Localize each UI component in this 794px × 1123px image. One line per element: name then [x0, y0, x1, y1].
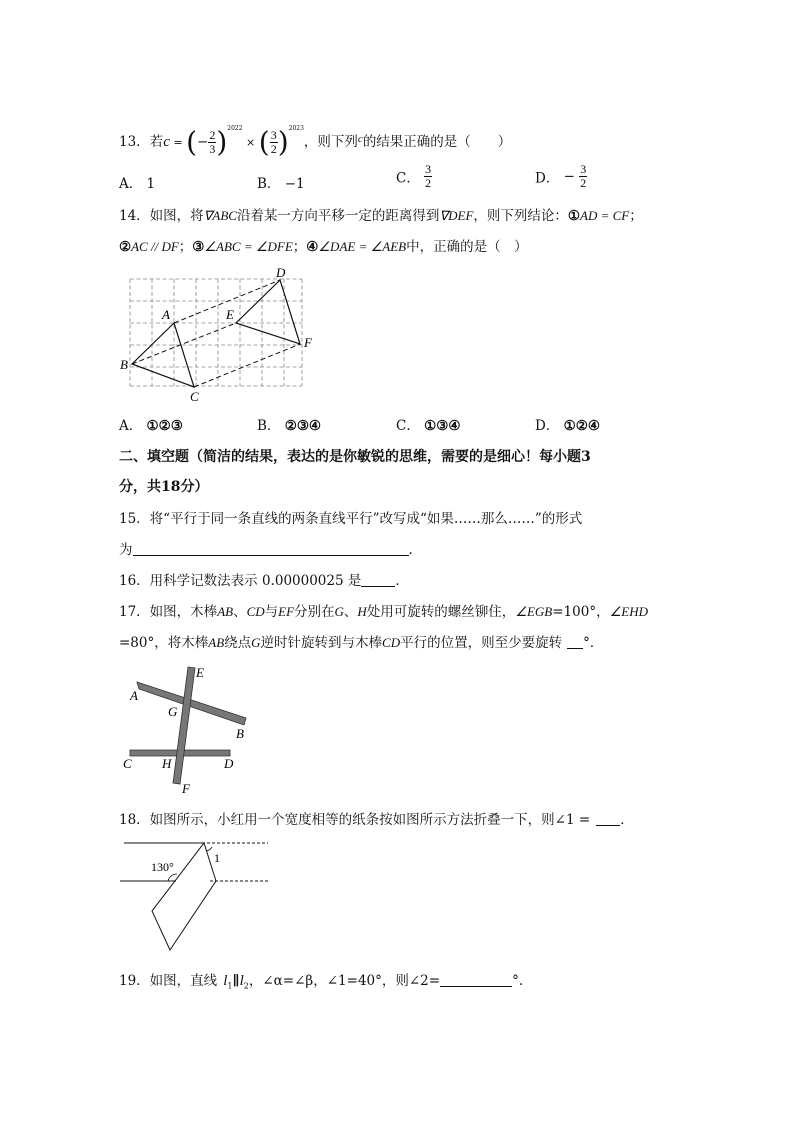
- q17-answer-blank[interactable]: [567, 634, 583, 649]
- q19-text-c: °.: [512, 973, 524, 989]
- q19-text-b: ，∠α=∠β，∠1=40°，则∠2=: [248, 973, 441, 989]
- q17-cd2: CD: [382, 635, 401, 650]
- q15-line1: 15．将“平行于同一条直线的两条直线平行”改写成“如果……那么……”的形式: [119, 511, 583, 527]
- q13-paren1: (: [186, 125, 198, 159]
- q16-answer-blank[interactable]: [361, 572, 395, 587]
- label-e: E: [226, 307, 234, 322]
- q13-eq: =: [169, 136, 187, 149]
- q14-c4-mark: ④: [306, 239, 319, 255]
- q17-ab2: AB: [208, 635, 225, 650]
- q14-text-b: 沿着某一方向平移一定的距离得到: [236, 208, 440, 224]
- q13-option-d-frac: $\frac{3}{2}$: [580, 162, 587, 190]
- q17-egb: ∠EGB: [515, 604, 553, 619]
- q13-frac1: $\frac{2}{3}$: [209, 128, 216, 156]
- q17-sep1: 、: [233, 604, 247, 620]
- q14-tri1: ∇ABC: [203, 208, 237, 223]
- q15-line2: [119, 540, 413, 560]
- angle-130-label: 130°: [151, 860, 174, 874]
- q14-line2: [119, 237, 528, 257]
- q17-label-f: F: [182, 781, 190, 796]
- stick-ef: [173, 667, 195, 784]
- triangle-def: [236, 280, 300, 344]
- q17-text-g: 平行的位置，则至少要旋转: [400, 635, 563, 651]
- q17-egb-val: =100°，: [552, 604, 610, 620]
- q14-triangles: [132, 280, 300, 387]
- q17-figure: [118, 662, 258, 797]
- label-c: C: [190, 389, 199, 404]
- q13-times: ×: [242, 136, 259, 149]
- q14-option-c: C． ①③④: [396, 418, 461, 434]
- q17-cd: CD: [246, 604, 265, 619]
- label-f: F: [304, 335, 312, 350]
- q17-line2: [119, 633, 603, 653]
- q14-c4: ∠DAE = ∠AEB: [318, 239, 407, 254]
- q17-label-g: G: [168, 704, 178, 719]
- q13-option-a: A． 1: [119, 176, 156, 192]
- q18-answer-blank[interactable]: [596, 811, 620, 826]
- triangle-abc: [132, 323, 194, 387]
- q14-c1: AD = CF: [580, 208, 630, 223]
- q19-answer-blank[interactable]: [440, 972, 512, 987]
- q14-semi1: ；: [629, 208, 643, 224]
- q14-semi3: ；: [292, 239, 307, 255]
- q13-minus: −: [197, 134, 209, 150]
- q17-label-c: C: [123, 756, 132, 771]
- q13-option-c: C． $\frac{3}{2}$: [396, 162, 432, 190]
- q17-g2: G: [251, 635, 261, 650]
- q16-line: [119, 571, 409, 591]
- q14-c2: AC // DF: [131, 239, 179, 254]
- q13-paren2: (: [258, 125, 270, 159]
- q19-line: [119, 971, 523, 997]
- q13-frac2: $\frac{3}{2}$: [270, 128, 277, 156]
- q17-ehd: ∠EHD: [609, 604, 648, 619]
- q17-text-e: 绕点: [224, 635, 252, 651]
- q13-option-c-frac: $\frac{3}{2}$: [425, 162, 432, 190]
- q14-semi2: ；: [178, 239, 193, 255]
- q17-sep2: 与: [264, 604, 279, 620]
- q14-line1: [119, 206, 643, 226]
- angle-1-label: 1: [214, 851, 220, 865]
- q14-tri2: ∇DEF: [439, 208, 474, 223]
- q13-exp1: 2022: [227, 125, 243, 132]
- q17-label-h: H: [162, 756, 172, 771]
- q14-option-a: A． ①②③: [119, 418, 183, 434]
- q13-option-b: B． −1: [257, 176, 305, 192]
- label-a: A: [162, 307, 170, 322]
- q17-label-d: D: [224, 756, 234, 771]
- q14-option-b: B． ②③④: [257, 418, 322, 434]
- q13-option-d: D． − $\frac{3}{2}$: [535, 162, 587, 190]
- q13-stem: [119, 116, 512, 159]
- label-b: B: [120, 357, 128, 372]
- q15-text-b: .: [408, 542, 413, 558]
- q13-paren2-close: ): [277, 125, 289, 159]
- q17-line1: [119, 602, 648, 622]
- q14-figure: [118, 264, 318, 404]
- q19-l2-sub: 2: [243, 981, 249, 991]
- angle-1-arc: [206, 847, 212, 851]
- q13-exp2: 2023: [288, 125, 304, 132]
- section2-heading-line2: 分，共18分）: [119, 479, 209, 495]
- q17-h: H: [357, 604, 367, 619]
- section2-heading-line1: 二、填空题（简洁的结果，表达的是你敏锐的思维，需要的是细心！每小题3: [119, 449, 591, 465]
- q17-ef: EF: [278, 604, 295, 619]
- q15-text-a: 为: [119, 542, 133, 558]
- q17-g: G: [334, 604, 344, 619]
- q17-ab: AB: [217, 604, 234, 619]
- q17-label-b: B: [236, 726, 244, 741]
- q14-grid: [130, 279, 302, 386]
- label-d: D: [276, 265, 286, 280]
- q17-label-a: A: [130, 688, 138, 703]
- q15-answer-blank[interactable]: [133, 541, 409, 556]
- q13-c: c: [163, 134, 170, 150]
- q14-option-d: D． ①②④: [535, 418, 600, 434]
- q19-text-a: 19．如图，直线: [119, 973, 218, 989]
- q16-text-a: 16．用科学记数法表示 0.00000025 是: [119, 573, 362, 589]
- q17-text-a: 17．如图，木棒: [119, 604, 218, 620]
- q19-l2: l: [239, 973, 244, 989]
- q13-tail-a: ，则下列: [303, 134, 358, 150]
- q14-text-c: ，则下列结论：: [473, 208, 568, 224]
- q17-sep3: 、: [343, 604, 358, 620]
- q19-l1: l: [223, 973, 228, 989]
- q13-tail-c: c: [357, 133, 363, 145]
- q13-paren1-close: ): [216, 125, 228, 159]
- q19-par: ∥: [232, 973, 240, 989]
- q19-l1-sub: 1: [227, 981, 233, 991]
- q17-text-c: 处用可旋转的螺丝铆住，: [366, 604, 516, 620]
- q17-text-d: =80°，将木棒: [119, 635, 209, 651]
- q14-c3-mark: ③: [192, 239, 205, 255]
- q17-text-h: °．: [583, 635, 604, 651]
- q17-label-e: E: [196, 665, 204, 680]
- q17-text-f: 逆时针旋转到与木棒: [260, 635, 383, 651]
- q17-text-b: 分别在: [294, 604, 335, 620]
- q18-figure: [118, 838, 278, 956]
- q14-text-a: 14．如图，将: [119, 208, 204, 224]
- q14-tail: 中，正确的是（ ）: [406, 239, 528, 255]
- q14-c1-mark: ①: [567, 208, 581, 224]
- q18-line: [119, 810, 634, 830]
- q13-num: 13．若: [119, 134, 164, 150]
- q16-text-b: ．: [395, 573, 409, 589]
- q14-dashed-segments: [132, 280, 300, 387]
- q14-c3: ∠ABC = ∠DFE: [204, 239, 293, 254]
- q13-tail-b: 的结果正确的是（ ）: [362, 134, 512, 150]
- q18-text-b: ．: [620, 812, 634, 828]
- q18-text-a: 18．如图所示，小红用一个宽度相等的纸条按如图所示方法折叠一下，则∠1 =: [119, 812, 591, 828]
- q14-c2-mark: ②: [119, 239, 132, 255]
